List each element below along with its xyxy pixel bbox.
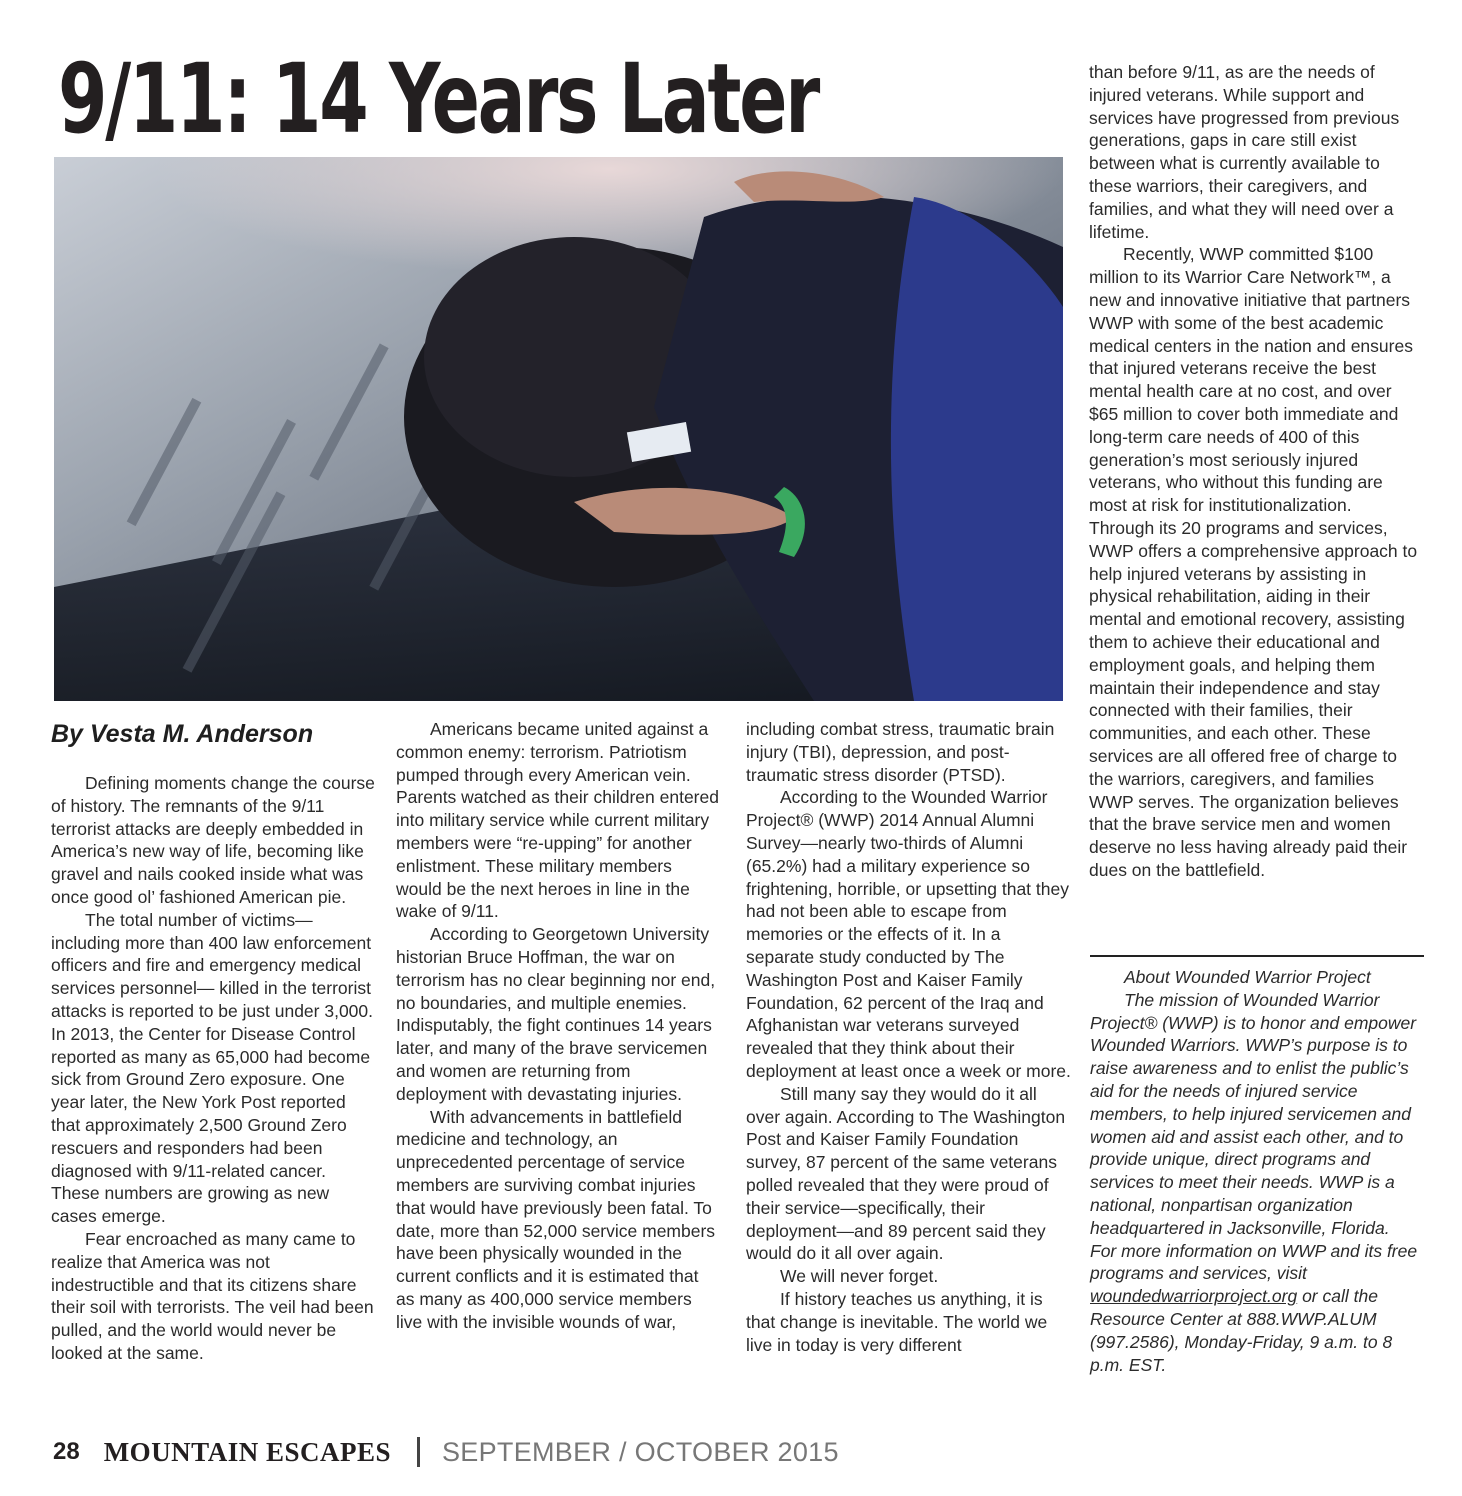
byline: By Vesta M. Anderson: [51, 720, 314, 748]
paragraph: According to Georgetown University historian Bruce Hoffman, the war on terrorism has no clear beginning nor end, no boundaries, and multiple enemies. Indisputably, the fight continues 14 years later, and many of the brave servicemen and women are returning from deployment with devastating injuries.: [396, 924, 716, 1104]
paragraph: including combat stress, traumatic brain injury (TBI), depression, and post-traumatic stress disorder (PTSD).: [746, 719, 1055, 785]
paragraph: Fear encroached as many came to realize that America was not indestructible and that its citizens share their soil with terrorists. The veil had been pulled, and the world would never be looked at the same.: [51, 1228, 374, 1363]
paragraph: than before 9/11, as are the needs of injured veterans. While support and services have progressed from previous generations, gaps in care still exist between what is currently available to these warriors, their caregivers, and families, and what they will need over a lifetime.: [1089, 62, 1400, 242]
paragraph: The total number of victims—including more than 400 law enforcement officers and fire and emergency medical services personnel— killed in the terrorist attacks is reported to be just under 3,000. In 2013, the Center for Disease Control reported as many as 65,000 had become sick from Ground Zero exposure. One year later, the New York Post reported that approximately 2,500 Ground Zero rescuers and responders had been diagnosed with 9/11-related cancer. These numbers are growing as new cases emerge.: [51, 909, 373, 1227]
issue-date: SEPTEMBER / OCTOBER 2015: [441, 1436, 839, 1467]
headline: 9/11: 14 Years Later: [58, 43, 819, 155]
section-divider: [1090, 955, 1424, 957]
memorial-mourner-photo: [54, 157, 1063, 701]
paragraph: We will never forget.: [780, 1266, 939, 1287]
paragraph: According to the Wounded Warrior Project® (WWP) 2014 Annual Alumni Survey—nearly two-thirds of Alumni (65.2%) had a military experience so frightening, horrible, or upsetting that they had not been able to escape from memories or the effects of it. In a separate study conducted by The Washington Post and Kaiser Family Foundation, 62 percent of the Iraq and Afghanistan war veterans surveyed revealed that they think about their deployment at least once a week or more.: [746, 787, 1071, 1081]
article-column-3: [746, 718, 1071, 1356]
wwp-website-link[interactable]: woundedwarriorproject.org: [1090, 1286, 1298, 1307]
article-column-4: [1089, 61, 1419, 882]
page-number: 28: [53, 1438, 80, 1465]
about-body: [1090, 989, 1420, 1377]
about-heading: About Wounded Warrior Project: [1124, 967, 1371, 987]
about-wwp-box: [1090, 966, 1420, 1376]
about-text: The mission of Wounded Warrior Project® (WWP) is to honor and empower Wounded Warriors. WWP’s purpose is to raise awareness and to enlist the public’s aid for the needs of injured service members, to help injured servicemen and women aid and assist each other, and to provide unique, direct programs and services to meet their needs. WWP is a national, nonpartisan organization headquartered in Jacksonville, Florida. For more information on WWP and its free programs and services, visit: [1090, 989, 1418, 1284]
about-text-end: or call the Resource Center at 888.WWP.ALUM (997.2586), Monday-Friday, 9 a.m. to 8 p.m. EST.: [1090, 1286, 1393, 1375]
paragraph: With advancements in battlefield medicine and technology, an unprecedented percentage of service members are surviving combat injuries that would have previously been fatal. To date, more than 52,000 service members have been physically wounded in the current conflicts and it is estimated that as many as 400,000 service members live with the invisible wounds of war,: [396, 1106, 716, 1332]
page-footer: [53, 1432, 839, 1472]
article-column-2: [396, 718, 721, 1334]
magazine-title: MOUNTAIN ESCAPES: [103, 1436, 391, 1467]
paragraph: Americans became united against a common enemy: terrorism. Patriotism pumped through every American vein. Parents watched as their children entered into military service while current military members were “re-upping” for another enlistment. These military members would be the next heroes in line in the wake of 9/11.: [396, 719, 719, 922]
article-column-1: [51, 772, 376, 1365]
paragraph: If history teaches us anything, it is that change is inevitable. The world we live in today is very different: [746, 1288, 1048, 1355]
footer-separator: [417, 1437, 420, 1467]
paragraph: Recently, WWP committed $100 million to its Warrior Care Network™, a new and innovative initiative that partners WWP with some of the best academic medical centers in the nation and ensures that injured veterans receive the best mental health care at no cost, and over $65 million to cover both immediate and long-term care needs of 400 of this generation’s most seriously injured veterans, who without this funding are most at risk for institutionalization. Through its 20 programs and services, WWP offers a comprehensive approach to help injured veterans by assisting in physical rehabilitation, aiding in their mental and emotional recovery, assisting them to achieve their educational and employment goals, and helping them maintain their independence and stay connected with their families, their communities, and each other. These services are all offered free of charge to the warriors, caregivers, and families WWP serves. The organization believes that the brave service men and women deserve no less having already paid their dues on the battlefield.: [1089, 244, 1418, 880]
paragraph: Still many say they would do it all over again. According to The Washington Post and Kaiser Family Foundation survey, 87 percent of the same veterans polled revealed that they were proud of their service—specifically, their deployment—and 89 percent said they would do it all over again.: [746, 1083, 1066, 1264]
paragraph: Defining moments change the course of history. The remnants of the 9/11 terrorist attacks are deeply embedded in America’s new way of life, becoming like gravel and nails cooked inside what was once good ol’ fashioned American pie.: [51, 773, 375, 907]
